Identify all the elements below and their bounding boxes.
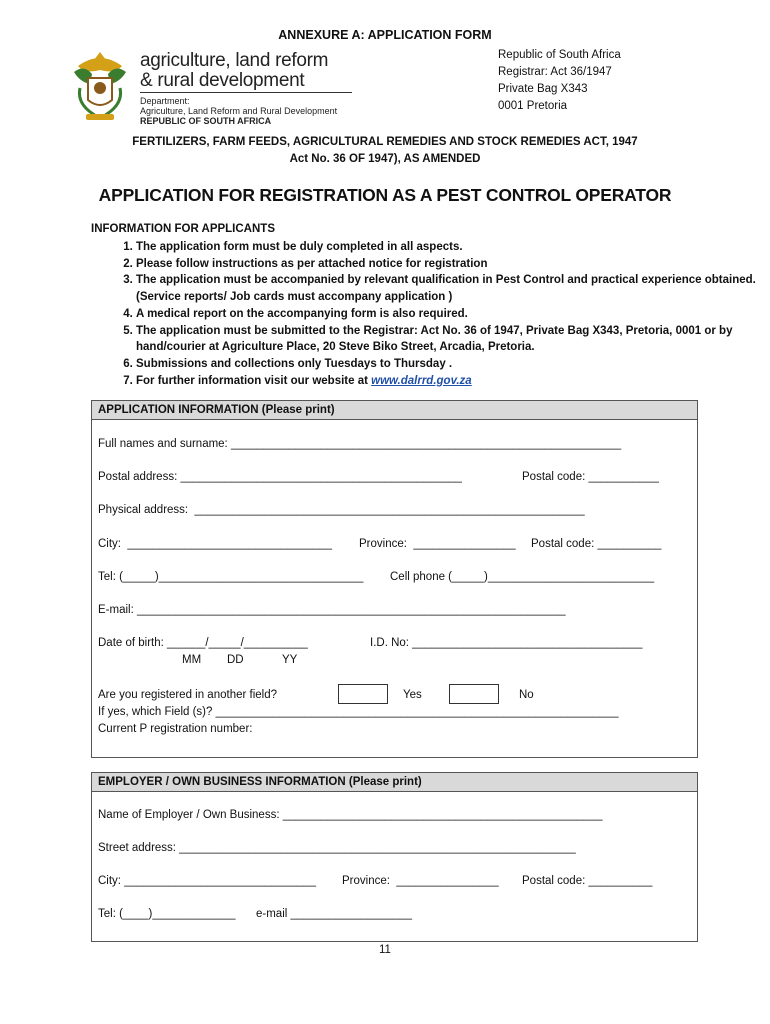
website-link[interactable]: www.dalrrd.gov.za <box>371 374 472 387</box>
id-number-field[interactable]: I.D. No: ____________________________________ <box>370 637 643 649</box>
page-number: 11 <box>379 944 391 956</box>
form-title: APPLICATION FOR REGISTRATION AS A PEST CONTROL OPERATOR <box>98 185 672 205</box>
info-item: 3. The application must be accompanied by relevant qualification in Pest Control and practical experience obtained. (Service reports/ Job cards must accompany application ) <box>136 272 756 305</box>
application-info-section <box>91 400 698 758</box>
info-item: 5. The application must be submitted to the Registrar: Act No. 36 of 1947, Private Bag X343, Pretoria, 0001 or by hand/courier at Agriculture Place, 20 Steve Biko Street, Arcadia, Pretoria. <box>136 323 756 356</box>
city-field[interactable]: City: ________________________________ <box>98 538 333 550</box>
annexure-title: ANNEXURE A: APPLICATION FORM <box>278 28 492 42</box>
no-checkbox[interactable] <box>449 684 499 704</box>
address-line: Republic of South Africa <box>498 49 621 61</box>
department-name-line2: & rural development <box>140 70 305 91</box>
application-info-heading: APPLICATION INFORMATION (Please print) <box>92 401 697 420</box>
act-title-line1: FERTILIZERS, FARM FEEDS, AGRICULTURAL REMEDIES AND STOCK REMEDIES ACT, 1947 <box>132 136 638 148</box>
employer-info-section <box>91 772 698 942</box>
employer-email-field[interactable]: e-mail ___________________ <box>256 908 413 920</box>
employer-city-field[interactable]: City: ______________________________ <box>98 875 317 887</box>
act-title-line2: Act No. 36 OF 1947), AS AMENDED <box>289 153 481 165</box>
yes-checkbox[interactable] <box>338 684 388 704</box>
department-name-line1: agriculture, land reform <box>140 50 329 71</box>
tel-field[interactable]: Tel: (_____)________________________________ <box>98 571 364 583</box>
employer-province-field[interactable]: Province: ________________ <box>342 875 499 887</box>
address-line: 0001 Pretoria <box>498 100 568 112</box>
city-postal-code-field[interactable]: Postal code: __________ <box>531 538 662 550</box>
department-divider <box>140 92 352 93</box>
email-field[interactable]: E-mail: ___________________________________________________________________ <box>98 604 566 616</box>
address-line: Registrar: Act 36/1947 <box>498 66 612 78</box>
dob-field[interactable]: Date of birth: ______/_____/__________ <box>98 637 308 649</box>
info-item-website <box>136 373 756 390</box>
department-country: REPUBLIC OF SOUTH AFRICA <box>140 116 272 126</box>
info-heading: INFORMATION FOR APPLICANTS <box>91 223 275 235</box>
department-label: Department: <box>140 96 190 106</box>
coat-of-arms-logo <box>70 48 130 126</box>
yes-label: Yes <box>403 689 422 701</box>
postal-code-field[interactable]: Postal code: ___________ <box>522 471 659 483</box>
dob-day-label: DD <box>227 654 244 666</box>
physical-address-field[interactable]: Physical address: _____________________________________________________________ <box>98 504 585 516</box>
department-full-name: Agriculture, Land Reform and Rural Development <box>140 106 338 116</box>
info-item: 2. Please follow instructions as per attached notice for registration <box>136 256 756 273</box>
address-line: Private Bag X343 <box>498 83 588 95</box>
info-item: 6. Submissions and collections only Tuesdays to Thursday . <box>136 356 756 373</box>
employer-tel-field[interactable]: Tel: (____)_____________ <box>98 908 236 920</box>
website-text: For further information visit our website at <box>136 374 372 387</box>
cell-phone-field[interactable]: Cell phone (_____)__________________________ <box>390 571 655 583</box>
postal-address-field[interactable]: Postal address: ____________________________________________ <box>98 471 462 483</box>
info-item: 1. The application form must be duly completed in all aspects. <box>136 239 756 256</box>
employer-name-field[interactable]: Name of Employer / Own Business: __________________________________________________ <box>98 809 603 821</box>
info-item: 4. A medical report on the accompanying form is also required. <box>136 306 756 323</box>
registered-question: Are you registered in another field? <box>98 689 277 701</box>
dob-month-label: MM <box>182 654 202 666</box>
street-address-field[interactable]: Street address: ______________________________________________________________ <box>98 842 576 854</box>
dob-year-label: YY <box>282 654 298 666</box>
employer-postal-code-field[interactable]: Postal code: __________ <box>522 875 653 887</box>
no-label: No <box>519 689 534 701</box>
current-registration-field[interactable]: Current P registration number: <box>98 723 253 735</box>
info-list <box>91 239 756 389</box>
province-field[interactable]: Province: ________________ <box>359 538 516 550</box>
employer-info-heading: EMPLOYER / OWN BUSINESS INFORMATION (Please print) <box>92 773 697 792</box>
full-names-field[interactable]: Full names and surname: _____________________________________________________________ <box>98 438 622 450</box>
which-field-field[interactable]: If yes, which Field (s)? _______________________________________________________________ <box>98 706 619 718</box>
